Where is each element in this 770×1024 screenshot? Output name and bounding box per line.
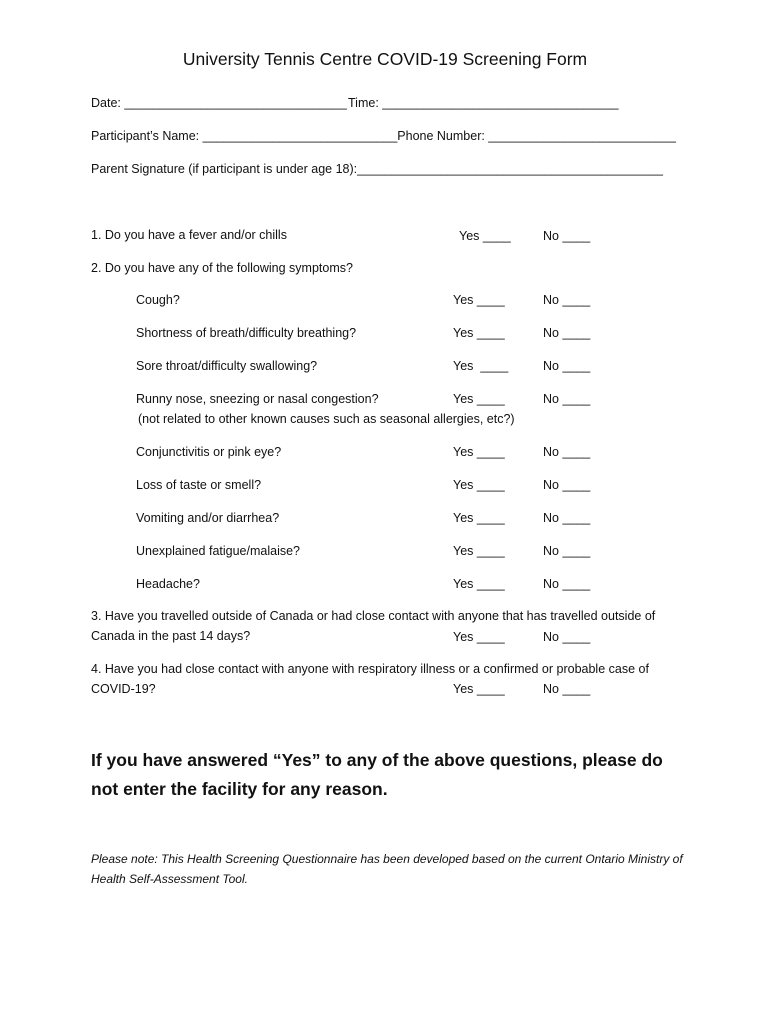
symptom-vomiting-no[interactable]: No ____ — [543, 511, 591, 525]
form-title: University Tennis Centre COVID-19 Screening Form — [182, 49, 588, 69]
warning-message: If you have answered “Yes” to any of the above questions, please do not enter the facility for any reason. — [91, 750, 663, 799]
symptom-conjunctivitis-no[interactable]: No ____ — [543, 445, 591, 459]
question-3-yes[interactable]: Yes ____ — [453, 630, 505, 644]
symptom-headache-yes[interactable]: Yes ____ — [453, 577, 505, 591]
symptom-loss-of-taste-yes[interactable]: Yes ____ — [453, 478, 505, 492]
symptom-vomiting-yes[interactable]: Yes ____ — [453, 511, 505, 525]
symptom-runny-nose-no[interactable]: No ____ — [543, 392, 591, 406]
symptom-sore-throat-yes[interactable]: Yes ____ — [453, 359, 509, 373]
symptom-headache: Headache? — [136, 577, 200, 591]
participant-name-phone-field[interactable]: Participant’s Name: ____________________________Phone Number: ___________________________ — [91, 129, 676, 143]
question-2-text: 2. Do you have any of the following symptoms? — [91, 261, 353, 275]
question-4-text-continued: COVID-19? — [91, 682, 156, 696]
question-4-text: 4. Have you had close contact with anyone with respiratory illness or a confirmed or probable case of — [91, 662, 649, 676]
symptom-sore-throat: Sore throat/difficulty swallowing? — [136, 359, 318, 373]
symptom-runny-nose-note: (not related to other known causes such as seasonal allergies, etc?) — [138, 412, 515, 426]
symptom-cough: Cough? — [136, 293, 180, 307]
question-3-no[interactable]: No ____ — [543, 630, 591, 644]
symptom-cough-no[interactable]: No ____ — [543, 293, 591, 307]
footnote: Please note: This Health Screening Questionnaire has been developed based on the current Ontario Ministry of Health Self-Assessment Tool. — [91, 852, 683, 886]
symptom-sore-throat-no[interactable]: No ____ — [543, 359, 591, 373]
question-1-text: 1. Do you have a fever and/or chills — [91, 228, 287, 242]
symptom-fatigue-no[interactable]: No ____ — [543, 544, 591, 558]
question-4-no[interactable]: No ____ — [543, 682, 591, 696]
symptom-shortness-of-breath-yes[interactable]: Yes ____ — [453, 326, 505, 340]
date-field[interactable]: Date: ________________________________ — [91, 96, 347, 110]
symptom-fatigue: Unexplained fatigue/malaise? — [136, 544, 300, 558]
symptom-shortness-of-breath: Shortness of breath/difficulty breathing? — [136, 326, 357, 340]
symptom-runny-nose-yes[interactable]: Yes ____ — [453, 392, 505, 406]
symptom-loss-of-taste-no[interactable]: No ____ — [543, 478, 591, 492]
question-3-text: 3. Have you travelled outside of Canada or had close contact with anyone that has travelled outside of — [91, 609, 656, 623]
symptom-vomiting: Vomiting and/or diarrhea? — [136, 511, 280, 525]
symptom-conjunctivitis-yes[interactable]: Yes ____ — [453, 445, 505, 459]
time-field[interactable]: Time: __________________________________ — [348, 96, 619, 110]
symptom-conjunctivitis: Conjunctivitis or pink eye? — [136, 445, 282, 459]
question-4-yes[interactable]: Yes ____ — [453, 682, 505, 696]
symptom-runny-nose: Runny nose, sneezing or nasal congestion? — [136, 392, 379, 406]
symptom-headache-no[interactable]: No ____ — [543, 577, 591, 591]
question-3-text-continued: Canada in the past 14 days? — [91, 629, 251, 643]
parent-signature-field[interactable]: Parent Signature (if participant is under age 18):____________________________________________ — [91, 162, 664, 176]
question-1-no[interactable]: No ____ — [543, 229, 591, 243]
symptom-shortness-of-breath-no[interactable]: No ____ — [543, 326, 591, 340]
symptom-fatigue-yes[interactable]: Yes ____ — [453, 544, 505, 558]
question-1-yes[interactable]: Yes ____ — [459, 229, 511, 243]
symptom-loss-of-taste: Loss of taste or smell? — [136, 478, 262, 492]
symptom-cough-yes[interactable]: Yes ____ — [453, 293, 505, 307]
